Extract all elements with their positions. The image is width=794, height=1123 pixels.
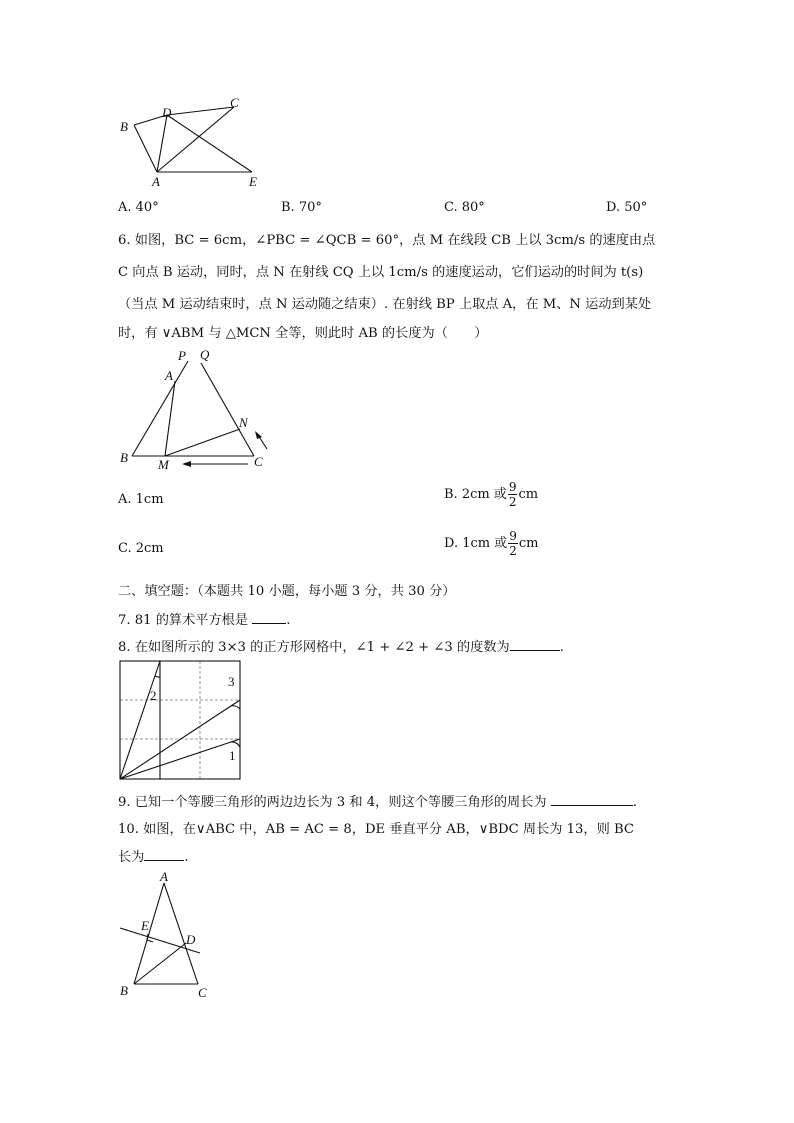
- q5-label-b: B: [120, 119, 128, 134]
- q6-option-d-num: 9: [509, 529, 517, 543]
- q5-segment-ba: [134, 125, 157, 172]
- q9-end: .: [632, 795, 637, 810]
- q6-line-4: 时，有 ∨ABM 与 △MCN 全等，则此时 AB 的长度为（ ）: [118, 326, 488, 341]
- q5-label-d: D: [162, 105, 172, 120]
- q7-text: [118, 609, 290, 628]
- section-2-title: 二、填空题：（本题共 10 小题，每小题 3 分，共 30 分）: [118, 584, 456, 599]
- q6-ray-cq: [201, 363, 254, 456]
- q8-line-1: [120, 739, 240, 779]
- q8-text: [118, 636, 564, 655]
- q6-option-a: A. 1cm: [118, 492, 164, 507]
- q6-option-b: [444, 481, 538, 508]
- q6-option-d: [444, 530, 539, 557]
- q5-label-a: A: [152, 174, 160, 189]
- q8-question: 8. 在如图所示的 3×3 的正方形网格中，∠1 + ∠2 + ∠3 的度数为: [118, 640, 510, 655]
- q5-option-c: C. 80°: [444, 200, 485, 215]
- q10-label-b: B: [120, 983, 128, 998]
- q10-question-end: 长为: [118, 850, 145, 865]
- q10-line-1: 10. 如图，在∨ABC 中，AB = AC = 8，DE 垂直平分 AB，∨BDC 周长为 13，则 BC: [118, 822, 635, 837]
- q8-label-1: 1: [229, 748, 236, 763]
- q5-option-a: A. 40°: [118, 200, 159, 215]
- q5-option-b: B. 70°: [281, 200, 322, 215]
- q10-answer-blank[interactable]: [144, 860, 184, 861]
- q6-label-b: B: [120, 450, 128, 465]
- q10-label-e: E: [141, 918, 149, 933]
- q8-angle-3-arc: [231, 706, 240, 709]
- q7-answer-blank[interactable]: [252, 623, 286, 624]
- q6-option-d-unit: cm: [518, 536, 539, 551]
- q8-grid-border: [120, 661, 240, 779]
- q10-label-c: C: [198, 985, 207, 1000]
- q9-question: 9. 已知一个等腰三角形的两边边长为 3 和 4，则这个等腰三角形的周长为: [118, 795, 547, 810]
- q5-segment-da: [157, 115, 167, 172]
- q6-option-b-num: 9: [508, 480, 517, 494]
- q6-ray-bp: [132, 361, 188, 456]
- q10-figure: [112, 868, 222, 1003]
- q6-option-b-prefix: B. 2cm 或: [444, 487, 507, 502]
- q6-option-b-unit: cm: [518, 487, 539, 502]
- q6-option-b-fraction: [508, 481, 518, 508]
- q5-label-e: E: [249, 174, 257, 189]
- q6-label-m: M: [158, 457, 169, 472]
- q7-end: .: [286, 613, 291, 628]
- q6-option-d-prefix: D. 1cm 或: [444, 536, 508, 551]
- q5-option-d: D. 50°: [606, 200, 648, 215]
- q5-segment-dc: [167, 107, 234, 115]
- q5-figure: [112, 95, 272, 190]
- q8-line-2: [120, 661, 160, 779]
- q8-angle-2-arc: [155, 676, 160, 677]
- q9-answer-blank[interactable]: [551, 805, 633, 806]
- q6-label-a: A: [165, 368, 173, 383]
- q8-angle-1-arc: [231, 742, 240, 747]
- q10-segment-bd: [134, 943, 186, 984]
- q6-option-b-den: 2: [508, 495, 517, 509]
- q8-label-3: 3: [228, 674, 235, 689]
- q6-line-2: C 向点 B 运动，同时，点 N 在射线 CQ 上以 1cm/s 的速度运动，它们运动的时间为 t(s): [118, 265, 644, 280]
- q6-label-q: Q: [200, 347, 210, 362]
- q10-line-2: [118, 846, 189, 865]
- q8-grid-figure: [118, 659, 244, 783]
- q6-figure: [112, 345, 282, 473]
- q6-option-d-fraction: [508, 530, 518, 557]
- q10-end: .: [184, 850, 189, 865]
- q6-arrow-m-head: [182, 461, 191, 467]
- q5-segment-de: [167, 115, 252, 172]
- q6-label-n: N: [239, 415, 248, 430]
- q6-line-3: （当点 M 运动结束时，点 N 运动随之结束）. 在射线 BP 上取点 A，在 M、N 运动到某处: [118, 297, 652, 312]
- q8-label-2: 2: [150, 688, 157, 703]
- q6-option-c: C. 2cm: [118, 541, 164, 556]
- q8-end: .: [559, 640, 564, 655]
- q10-label-d: D: [186, 932, 196, 947]
- q7-question: 7. 81 的算术平方根是: [118, 613, 249, 628]
- q6-line-1: 6. 如图，BC = 6cm，∠PBC = ∠QCB = 60°，点 M 在线段 CB 上以 3cm/s 的速度由点: [118, 233, 656, 248]
- q9-text: [118, 791, 637, 810]
- q6-option-d-den: 2: [509, 544, 517, 558]
- q5-label-c: C: [230, 95, 239, 110]
- q8-answer-blank[interactable]: [510, 650, 560, 651]
- q6-label-p: P: [178, 348, 186, 363]
- q6-label-c: C: [254, 454, 263, 469]
- q8-line-3: [120, 700, 240, 779]
- q6-segment-mn: [165, 429, 240, 456]
- q6-arrow-n-head: [255, 431, 262, 439]
- q10-label-a: A: [160, 869, 168, 884]
